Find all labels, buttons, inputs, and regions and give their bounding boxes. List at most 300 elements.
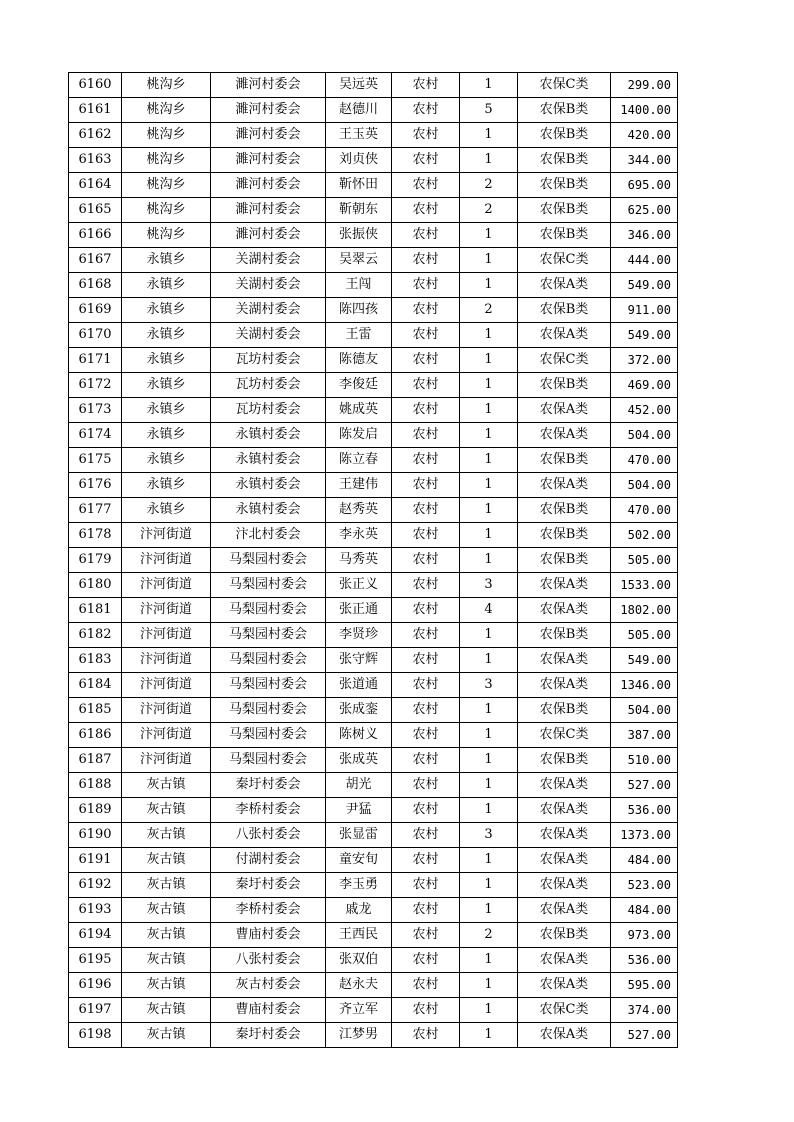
record-id-cell: 6175: [69, 448, 122, 473]
person-name-cell: 赵德川: [326, 98, 392, 123]
record-id-cell: 6197: [69, 998, 122, 1023]
household-count-cell: 1: [460, 423, 518, 448]
person-name-cell: 赵永夫: [326, 973, 392, 998]
amount-cell: 1373.00: [611, 823, 678, 848]
insurance-category-cell: 农保A类: [518, 648, 611, 673]
household-count-cell: 1: [460, 223, 518, 248]
insurance-category-cell: 农保B类: [518, 548, 611, 573]
amount-cell: 484.00: [611, 848, 678, 873]
person-name-cell: 王西民: [326, 923, 392, 948]
area-type-cell: 农村: [392, 398, 460, 423]
amount-cell: 1533.00: [611, 573, 678, 598]
village-committee-cell: 马梨园村委会: [211, 748, 326, 773]
record-id-cell: 6198: [69, 1023, 122, 1048]
amount-cell: 420.00: [611, 123, 678, 148]
village-committee-cell: 马梨园村委会: [211, 548, 326, 573]
village-committee-cell: 马梨园村委会: [211, 623, 326, 648]
township-cell: 灰古镇: [122, 898, 211, 923]
beneficiary-table: [68, 72, 678, 1048]
table-row: [69, 773, 678, 798]
table-row: [69, 798, 678, 823]
village-committee-cell: 永镇村委会: [211, 423, 326, 448]
area-type-cell: 农村: [392, 873, 460, 898]
amount-cell: 470.00: [611, 448, 678, 473]
amount-cell: 973.00: [611, 923, 678, 948]
table-row: [69, 623, 678, 648]
township-cell: 汴河街道: [122, 573, 211, 598]
area-type-cell: 农村: [392, 198, 460, 223]
person-name-cell: 张振侠: [326, 223, 392, 248]
village-committee-cell: 永镇村委会: [211, 498, 326, 523]
area-type-cell: 农村: [392, 523, 460, 548]
amount-cell: 1400.00: [611, 98, 678, 123]
insurance-category-cell: 农保C类: [518, 723, 611, 748]
village-committee-cell: 付湖村委会: [211, 848, 326, 873]
amount-cell: 372.00: [611, 348, 678, 373]
table-row: [69, 473, 678, 498]
household-count-cell: 2: [460, 298, 518, 323]
area-type-cell: 农村: [392, 623, 460, 648]
insurance-category-cell: 农保B类: [518, 523, 611, 548]
amount-cell: 299.00: [611, 73, 678, 98]
person-name-cell: 尹猛: [326, 798, 392, 823]
person-name-cell: 靳朝东: [326, 198, 392, 223]
area-type-cell: 农村: [392, 373, 460, 398]
record-id-cell: 6191: [69, 848, 122, 873]
area-type-cell: 农村: [392, 323, 460, 348]
record-id-cell: 6172: [69, 373, 122, 398]
township-cell: 汴河街道: [122, 598, 211, 623]
insurance-category-cell: 农保B类: [518, 173, 611, 198]
person-name-cell: 李玉勇: [326, 873, 392, 898]
record-id-cell: 6185: [69, 698, 122, 723]
village-committee-cell: 关湖村委会: [211, 273, 326, 298]
person-name-cell: 姚成英: [326, 398, 392, 423]
village-committee-cell: 马梨园村委会: [211, 673, 326, 698]
township-cell: 汴河街道: [122, 623, 211, 648]
village-committee-cell: 曹庙村委会: [211, 998, 326, 1023]
village-committee-cell: 马梨园村委会: [211, 698, 326, 723]
table-row: [69, 123, 678, 148]
table-row: [69, 523, 678, 548]
insurance-category-cell: 农保A类: [518, 398, 611, 423]
household-count-cell: 1: [460, 348, 518, 373]
village-committee-cell: 马梨园村委会: [211, 723, 326, 748]
person-name-cell: 李贤珍: [326, 623, 392, 648]
amount-cell: 346.00: [611, 223, 678, 248]
record-id-cell: 6184: [69, 673, 122, 698]
township-cell: 永镇乡: [122, 473, 211, 498]
village-committee-cell: 永镇村委会: [211, 448, 326, 473]
village-committee-cell: 汴北村委会: [211, 523, 326, 548]
village-committee-cell: 濉河村委会: [211, 123, 326, 148]
person-name-cell: 吴远英: [326, 73, 392, 98]
area-type-cell: 农村: [392, 123, 460, 148]
person-name-cell: 王闯: [326, 273, 392, 298]
area-type-cell: 农村: [392, 848, 460, 873]
record-id-cell: 6166: [69, 223, 122, 248]
household-count-cell: 1: [460, 848, 518, 873]
household-count-cell: 1: [460, 623, 518, 648]
household-count-cell: 1: [460, 723, 518, 748]
village-committee-cell: 马梨园村委会: [211, 573, 326, 598]
area-type-cell: 农村: [392, 773, 460, 798]
record-id-cell: 6182: [69, 623, 122, 648]
record-id-cell: 6161: [69, 98, 122, 123]
record-id-cell: 6173: [69, 398, 122, 423]
township-cell: 汴河街道: [122, 648, 211, 673]
table-row: [69, 423, 678, 448]
insurance-category-cell: 农保A类: [518, 848, 611, 873]
area-type-cell: 农村: [392, 573, 460, 598]
insurance-category-cell: 农保C类: [518, 248, 611, 273]
table-row: [69, 823, 678, 848]
township-cell: 灰古镇: [122, 848, 211, 873]
township-cell: 永镇乡: [122, 373, 211, 398]
person-name-cell: 张成英: [326, 748, 392, 773]
record-id-cell: 6178: [69, 523, 122, 548]
record-id-cell: 6192: [69, 873, 122, 898]
amount-cell: 625.00: [611, 198, 678, 223]
township-cell: 汴河街道: [122, 548, 211, 573]
person-name-cell: 齐立军: [326, 998, 392, 1023]
village-committee-cell: 秦圩村委会: [211, 773, 326, 798]
township-cell: 灰古镇: [122, 773, 211, 798]
household-count-cell: 1: [460, 123, 518, 148]
insurance-category-cell: 农保A类: [518, 573, 611, 598]
person-name-cell: 胡光: [326, 773, 392, 798]
table-row: [69, 648, 678, 673]
insurance-category-cell: 农保B类: [518, 498, 611, 523]
village-committee-cell: 濉河村委会: [211, 198, 326, 223]
village-committee-cell: 濉河村委会: [211, 73, 326, 98]
person-name-cell: 李俊廷: [326, 373, 392, 398]
person-name-cell: 童安旬: [326, 848, 392, 873]
record-id-cell: 6164: [69, 173, 122, 198]
area-type-cell: 农村: [392, 148, 460, 173]
household-count-cell: 1: [460, 273, 518, 298]
person-name-cell: 张双伯: [326, 948, 392, 973]
record-id-cell: 6193: [69, 898, 122, 923]
table-row: [69, 548, 678, 573]
area-type-cell: 农村: [392, 473, 460, 498]
household-count-cell: 1: [460, 798, 518, 823]
insurance-category-cell: 农保C类: [518, 348, 611, 373]
table-row: [69, 748, 678, 773]
area-type-cell: 农村: [392, 423, 460, 448]
record-id-cell: 6181: [69, 598, 122, 623]
township-cell: 桃沟乡: [122, 73, 211, 98]
village-committee-cell: 关湖村委会: [211, 298, 326, 323]
table-row: [69, 298, 678, 323]
household-count-cell: 1: [460, 748, 518, 773]
area-type-cell: 农村: [392, 223, 460, 248]
record-id-cell: 6188: [69, 773, 122, 798]
township-cell: 汴河街道: [122, 748, 211, 773]
township-cell: 灰古镇: [122, 1023, 211, 1048]
township-cell: 永镇乡: [122, 273, 211, 298]
amount-cell: 549.00: [611, 648, 678, 673]
person-name-cell: 陈立春: [326, 448, 392, 473]
table-row: [69, 73, 678, 98]
village-committee-cell: 濉河村委会: [211, 148, 326, 173]
household-count-cell: 1: [460, 948, 518, 973]
table-row: [69, 173, 678, 198]
record-id-cell: 6167: [69, 248, 122, 273]
table-row: [69, 98, 678, 123]
township-cell: 桃沟乡: [122, 98, 211, 123]
township-cell: 永镇乡: [122, 498, 211, 523]
insurance-category-cell: 农保B类: [518, 448, 611, 473]
area-type-cell: 农村: [392, 348, 460, 373]
record-id-cell: 6187: [69, 748, 122, 773]
insurance-category-cell: 农保B类: [518, 698, 611, 723]
household-count-cell: 1: [460, 373, 518, 398]
village-committee-cell: 瓦坊村委会: [211, 373, 326, 398]
insurance-category-cell: 农保B类: [518, 223, 611, 248]
person-name-cell: 戚龙: [326, 898, 392, 923]
area-type-cell: 农村: [392, 598, 460, 623]
village-committee-cell: 李桥村委会: [211, 798, 326, 823]
area-type-cell: 农村: [392, 1023, 460, 1048]
township-cell: 永镇乡: [122, 448, 211, 473]
amount-cell: 523.00: [611, 873, 678, 898]
area-type-cell: 农村: [392, 548, 460, 573]
area-type-cell: 农村: [392, 673, 460, 698]
record-id-cell: 6171: [69, 348, 122, 373]
insurance-category-cell: 农保A类: [518, 423, 611, 448]
person-name-cell: 王雷: [326, 323, 392, 348]
person-name-cell: 刘贞侠: [326, 148, 392, 173]
amount-cell: 504.00: [611, 473, 678, 498]
amount-cell: 470.00: [611, 498, 678, 523]
record-id-cell: 6165: [69, 198, 122, 223]
household-count-cell: 1: [460, 973, 518, 998]
insurance-category-cell: 农保B类: [518, 98, 611, 123]
record-id-cell: 6168: [69, 273, 122, 298]
amount-cell: 505.00: [611, 548, 678, 573]
township-cell: 桃沟乡: [122, 173, 211, 198]
person-name-cell: 靳怀田: [326, 173, 392, 198]
person-name-cell: 陈四孩: [326, 298, 392, 323]
amount-cell: 595.00: [611, 973, 678, 998]
township-cell: 灰古镇: [122, 923, 211, 948]
village-committee-cell: 马梨园村委会: [211, 648, 326, 673]
record-id-cell: 6177: [69, 498, 122, 523]
area-type-cell: 农村: [392, 923, 460, 948]
area-type-cell: 农村: [392, 698, 460, 723]
record-id-cell: 6170: [69, 323, 122, 348]
insurance-category-cell: 农保A类: [518, 598, 611, 623]
table-row: [69, 498, 678, 523]
insurance-category-cell: 农保A类: [518, 898, 611, 923]
township-cell: 汴河街道: [122, 723, 211, 748]
township-cell: 永镇乡: [122, 298, 211, 323]
household-count-cell: 3: [460, 823, 518, 848]
township-cell: 桃沟乡: [122, 123, 211, 148]
household-count-cell: 1: [460, 398, 518, 423]
township-cell: 灰古镇: [122, 873, 211, 898]
insurance-category-cell: 农保B类: [518, 298, 611, 323]
household-count-cell: 2: [460, 173, 518, 198]
household-count-cell: 1: [460, 498, 518, 523]
household-count-cell: 1: [460, 523, 518, 548]
village-committee-cell: 关湖村委会: [211, 323, 326, 348]
table-row: [69, 698, 678, 723]
insurance-category-cell: 农保A类: [518, 973, 611, 998]
person-name-cell: 张正通: [326, 598, 392, 623]
table-row: [69, 973, 678, 998]
area-type-cell: 农村: [392, 448, 460, 473]
area-type-cell: 农村: [392, 273, 460, 298]
amount-cell: 549.00: [611, 323, 678, 348]
village-committee-cell: 瓦坊村委会: [211, 398, 326, 423]
insurance-category-cell: 农保B类: [518, 748, 611, 773]
township-cell: 灰古镇: [122, 998, 211, 1023]
village-committee-cell: 八张村委会: [211, 948, 326, 973]
amount-cell: 1346.00: [611, 673, 678, 698]
household-count-cell: 1: [460, 773, 518, 798]
amount-cell: 504.00: [611, 423, 678, 448]
person-name-cell: 张成銮: [326, 698, 392, 723]
record-id-cell: 6160: [69, 73, 122, 98]
village-committee-cell: 濉河村委会: [211, 98, 326, 123]
township-cell: 永镇乡: [122, 348, 211, 373]
household-count-cell: 1: [460, 898, 518, 923]
household-count-cell: 1: [460, 473, 518, 498]
table-row: [69, 848, 678, 873]
area-type-cell: 农村: [392, 823, 460, 848]
household-count-cell: 4: [460, 598, 518, 623]
person-name-cell: 吴翠云: [326, 248, 392, 273]
amount-cell: 527.00: [611, 773, 678, 798]
insurance-category-cell: 农保B类: [518, 148, 611, 173]
insurance-category-cell: 农保A类: [518, 273, 611, 298]
table-row: [69, 148, 678, 173]
household-count-cell: 5: [460, 98, 518, 123]
village-committee-cell: 瓦坊村委会: [211, 348, 326, 373]
table-row: [69, 998, 678, 1023]
village-committee-cell: 马梨园村委会: [211, 598, 326, 623]
table-row: [69, 398, 678, 423]
amount-cell: 549.00: [611, 273, 678, 298]
record-id-cell: 6183: [69, 648, 122, 673]
table-row: [69, 723, 678, 748]
insurance-category-cell: 农保B类: [518, 923, 611, 948]
insurance-category-cell: 农保A类: [518, 773, 611, 798]
table-row: [69, 598, 678, 623]
amount-cell: 536.00: [611, 798, 678, 823]
amount-cell: 387.00: [611, 723, 678, 748]
person-name-cell: 赵秀英: [326, 498, 392, 523]
record-id-cell: 6176: [69, 473, 122, 498]
record-id-cell: 6162: [69, 123, 122, 148]
area-type-cell: 农村: [392, 723, 460, 748]
record-id-cell: 6169: [69, 298, 122, 323]
village-committee-cell: 李桥村委会: [211, 898, 326, 923]
record-id-cell: 6194: [69, 923, 122, 948]
area-type-cell: 农村: [392, 898, 460, 923]
amount-cell: 344.00: [611, 148, 678, 173]
amount-cell: 374.00: [611, 998, 678, 1023]
household-count-cell: 1: [460, 73, 518, 98]
insurance-category-cell: 农保C类: [518, 73, 611, 98]
area-type-cell: 农村: [392, 948, 460, 973]
township-cell: 灰古镇: [122, 948, 211, 973]
insurance-category-cell: 农保A类: [518, 473, 611, 498]
township-cell: 汴河街道: [122, 523, 211, 548]
amount-cell: 505.00: [611, 623, 678, 648]
insurance-category-cell: 农保A类: [518, 673, 611, 698]
township-cell: 永镇乡: [122, 323, 211, 348]
table-row: [69, 198, 678, 223]
household-count-cell: 1: [460, 148, 518, 173]
township-cell: 桃沟乡: [122, 198, 211, 223]
table-row: [69, 373, 678, 398]
person-name-cell: 陈德友: [326, 348, 392, 373]
person-name-cell: 江梦男: [326, 1023, 392, 1048]
insurance-category-cell: 农保B类: [518, 198, 611, 223]
township-cell: 汴河街道: [122, 698, 211, 723]
table-row: [69, 1023, 678, 1048]
household-count-cell: 1: [460, 448, 518, 473]
township-cell: 永镇乡: [122, 248, 211, 273]
household-count-cell: 2: [460, 923, 518, 948]
person-name-cell: 王玉英: [326, 123, 392, 148]
person-name-cell: 张显雷: [326, 823, 392, 848]
village-committee-cell: 八张村委会: [211, 823, 326, 848]
amount-cell: 527.00: [611, 1023, 678, 1048]
person-name-cell: 王建伟: [326, 473, 392, 498]
person-name-cell: 陈发启: [326, 423, 392, 448]
township-cell: 灰古镇: [122, 798, 211, 823]
village-committee-cell: 灰古村委会: [211, 973, 326, 998]
record-id-cell: 6179: [69, 548, 122, 573]
township-cell: 汴河街道: [122, 673, 211, 698]
person-name-cell: 张正义: [326, 573, 392, 598]
area-type-cell: 农村: [392, 998, 460, 1023]
amount-cell: 911.00: [611, 298, 678, 323]
area-type-cell: 农村: [392, 973, 460, 998]
village-committee-cell: 永镇村委会: [211, 473, 326, 498]
record-id-cell: 6174: [69, 423, 122, 448]
record-id-cell: 6195: [69, 948, 122, 973]
insurance-category-cell: 农保A类: [518, 823, 611, 848]
insurance-category-cell: 农保A类: [518, 1023, 611, 1048]
township-cell: 灰古镇: [122, 973, 211, 998]
table-row: [69, 873, 678, 898]
record-id-cell: 6163: [69, 148, 122, 173]
table-row: [69, 248, 678, 273]
record-id-cell: 6189: [69, 798, 122, 823]
amount-cell: 484.00: [611, 898, 678, 923]
area-type-cell: 农村: [392, 248, 460, 273]
person-name-cell: 陈树义: [326, 723, 392, 748]
amount-cell: 469.00: [611, 373, 678, 398]
amount-cell: 536.00: [611, 948, 678, 973]
amount-cell: 444.00: [611, 248, 678, 273]
household-count-cell: 2: [460, 198, 518, 223]
township-cell: 桃沟乡: [122, 148, 211, 173]
area-type-cell: 农村: [392, 498, 460, 523]
village-committee-cell: 曹庙村委会: [211, 923, 326, 948]
insurance-category-cell: 农保A类: [518, 798, 611, 823]
amount-cell: 510.00: [611, 748, 678, 773]
village-committee-cell: 秦圩村委会: [211, 873, 326, 898]
table-row: [69, 898, 678, 923]
table-row: [69, 448, 678, 473]
table-row: [69, 923, 678, 948]
